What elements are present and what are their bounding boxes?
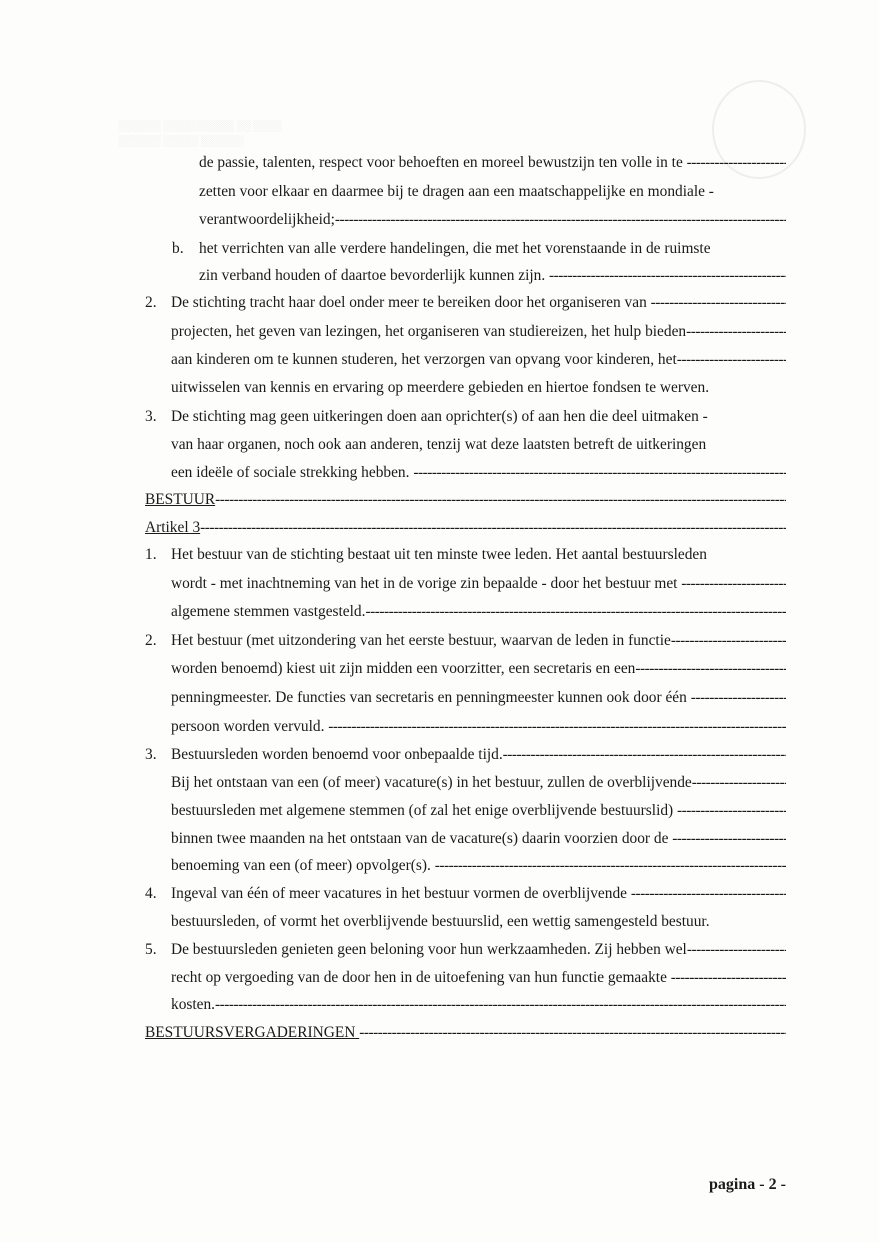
- item-marker: 1.: [145, 546, 157, 563]
- text-line: De stichting tracht haar doel onder meer te bereiken door het organiseren van -----: [171, 289, 786, 317]
- bleed-through-text: ░░░░░░ ░░░░░ ░░░░░░: [118, 136, 244, 147]
- text-line: Bij het ontstaan van een (of meer) vacature(s) in het bestuur, zullen de overblijvende -----: [171, 769, 786, 797]
- text-line: uitwisselen van kennis en ervaring op meerdere gebieden en hiertoe fondsen te werven.: [171, 379, 710, 396]
- item-marker: 2.: [145, 294, 157, 311]
- article-heading: Artikel 3 -----: [145, 514, 786, 542]
- item-marker: 3.: [145, 408, 157, 425]
- text-line: de passie, talenten, respect voor behoeften en moreel bewustzijn ten volle in te -----: [199, 149, 786, 177]
- text-line: verantwoordelijkheid; -----: [199, 206, 786, 234]
- text-line: algemene stemmen vastgesteld. -----: [171, 598, 786, 626]
- section-heading: BESTUURSVERGADERINGEN -----: [145, 1019, 786, 1047]
- text-line: zin verband houden of daartoe bevorderlijk kunnen zijn. -----: [199, 262, 786, 290]
- bleed-through-text: ░░░░░░ ░░░░░░░░░░ ░░ ░░░░: [118, 121, 282, 132]
- text-line: wordt - met inachtneming van het in de vorige zin bepaalde - door het bestuur met -----: [171, 570, 786, 598]
- text-line: het verrichten van alle verdere handelingen, die met het vorenstaande in de ruimste: [199, 240, 711, 257]
- item-marker: 2.: [145, 632, 157, 649]
- text-line: Het bestuur van de stichting bestaat uit ten minste twee leden. Het aantal bestuursleden: [171, 546, 707, 563]
- text-line: van haar organen, noch ook aan anderen, tenzij wat deze laatsten betreft de uitkeringen: [171, 436, 707, 453]
- text-line: binnen twee maanden na het ontstaan van de vacature(s) daarin voorzien door de -----: [171, 825, 786, 853]
- text-line: bestuursleden, of vormt het overblijvende bestuurslid, een wettig samengesteld bestuur.: [171, 913, 710, 930]
- item-marker: 5.: [145, 941, 157, 958]
- text-line: worden benoemd) kiest uit zijn midden een voorzitter, een secretaris en een -----: [171, 655, 786, 683]
- section-heading: BESTUUR -----: [145, 486, 786, 514]
- text-line: kosten. -----: [171, 991, 786, 1019]
- text-line: Bestuursleden worden benoemd voor onbepaalde tijd. -----: [171, 741, 786, 769]
- text-line: penningmeester. De functies van secretaris en penningmeester kunnen ook door één -----: [171, 684, 786, 712]
- text-line: zetten voor elkaar en daarmee bij te dragen aan een maatschappelijke en mondiale -: [199, 183, 714, 200]
- page-number: pagina - 2 -: [709, 1176, 786, 1193]
- item-marker: 4.: [145, 885, 157, 902]
- text-line: De stichting mag geen uitkeringen doen aan oprichter(s) of aan hen die deel uitmaken -: [171, 408, 708, 425]
- text-line: bestuursleden met algemene stemmen (of zal het enige overblijvende bestuurslid) -----: [171, 797, 786, 825]
- item-marker: b.: [172, 240, 184, 257]
- text-line: aan kinderen om te kunnen studeren, het verzorgen van opvang voor kinderen, het -----: [171, 346, 786, 374]
- text-line: benoeming van een (of meer) opvolger(s). -----: [171, 852, 786, 880]
- text-line: een ideële of sociale strekking hebben. -----: [171, 459, 786, 487]
- text-line: persoon worden vervuld. -----: [171, 713, 786, 741]
- text-line: Ingeval van één of meer vacatures in het bestuur vormen de overblijvende -----: [171, 880, 786, 908]
- text-line: projecten, het geven van lezingen, het organiseren van studiereizen, het hulp bieden -----: [171, 318, 786, 346]
- text-line: De bestuursleden genieten geen beloning voor hun werkzaamheden. Zij hebben wel -----: [171, 936, 786, 964]
- text-line: Het bestuur (met uitzondering van het eerste bestuur, waarvan de leden in functie -----: [171, 627, 786, 655]
- item-marker: 3.: [145, 746, 157, 763]
- text-line: recht op vergoeding van de door hen in de uitoefening van hun functie gemaakte -----: [171, 964, 786, 992]
